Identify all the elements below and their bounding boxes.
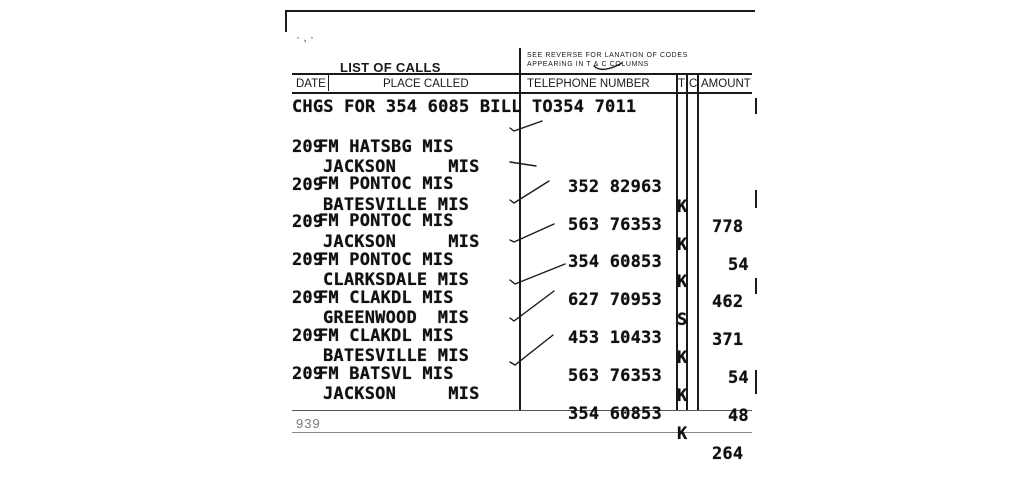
corner-marks: · , · [296, 30, 314, 44]
call-code: K [677, 386, 688, 406]
column-date: DATE [296, 78, 326, 90]
call-amount: 371 [712, 330, 744, 350]
call-code: K [677, 272, 688, 292]
call-place: JACKSON MIS [323, 384, 480, 404]
call-date: 209 [292, 364, 324, 384]
call-number: 352 82963 [568, 177, 662, 197]
charges-line: CHGS FOR 354 6085 BILL TO354 7011 [292, 97, 637, 117]
call-origin: FM CLAKDL MIS [318, 288, 454, 308]
call-date: 209 [292, 326, 324, 346]
left-border-tick [285, 10, 287, 32]
column-header-underline [292, 92, 752, 94]
call-place: GREENWOOD MIS [323, 308, 470, 328]
call-place: JACKSON MIS [323, 232, 480, 252]
call-place: JACKSON MIS [323, 157, 480, 177]
call-amount: 778 [712, 217, 744, 237]
call-origin: FM CLAKDL MIS [318, 326, 454, 346]
call-amount: 48 [728, 406, 749, 426]
call-place: BATESVILLE MIS [323, 195, 470, 215]
column-telephone-number: TELEPHONE NUMBER [527, 78, 650, 90]
call-amount: 54 [728, 368, 749, 388]
call-amount: 462 [712, 292, 744, 312]
call-number: 627 70953 [568, 290, 662, 310]
codes-note-line1: SEE REVERSE FOR LANATION OF CODES [527, 52, 688, 59]
column-t: T [678, 78, 686, 90]
call-code: K [677, 424, 688, 444]
top-left-border [285, 10, 755, 12]
call-number: 453 10433 [568, 328, 662, 348]
footer-code: 939 [296, 416, 321, 431]
call-date: 209 [292, 288, 324, 308]
call-amount: 54 [728, 255, 749, 275]
call-code: K [677, 235, 688, 255]
call-number: 563 76353 [568, 366, 662, 386]
call-code: K [677, 197, 688, 217]
call-date: 209 [292, 175, 324, 195]
call-origin: FM BATSVL MIS [318, 364, 454, 384]
call-code: S [677, 310, 688, 330]
call-origin: FM PONTOC MIS [318, 250, 454, 270]
call-date: 209 [292, 137, 324, 157]
call-number: 563 76353 [568, 215, 662, 235]
call-origin: FM PONTOC MIS [318, 211, 454, 231]
call-number: 354 60853 [568, 252, 662, 272]
column-c: C [689, 78, 698, 90]
call-date: 209 [292, 250, 324, 270]
codes-note-line2: APPEARING IN T & C COLUMNS [527, 61, 649, 68]
call-number: 354 60853 [568, 404, 662, 424]
column-amount: AMOUNT [701, 78, 751, 90]
call-origin: FM PONTOC MIS [318, 174, 454, 194]
call-date: 209 [292, 212, 324, 232]
column-place-called: PLACE CALLED [383, 78, 469, 90]
call-amount: 264 [712, 444, 744, 464]
divider-date-place [328, 75, 329, 91]
call-place: BATESVILLE MIS [323, 346, 470, 366]
call-place: CLARKSDALE MIS [323, 270, 470, 290]
list-title: LIST OF CALLS [340, 60, 441, 75]
call-code: K [677, 348, 688, 368]
call-origin: FM HATSBG MIS [318, 137, 454, 157]
